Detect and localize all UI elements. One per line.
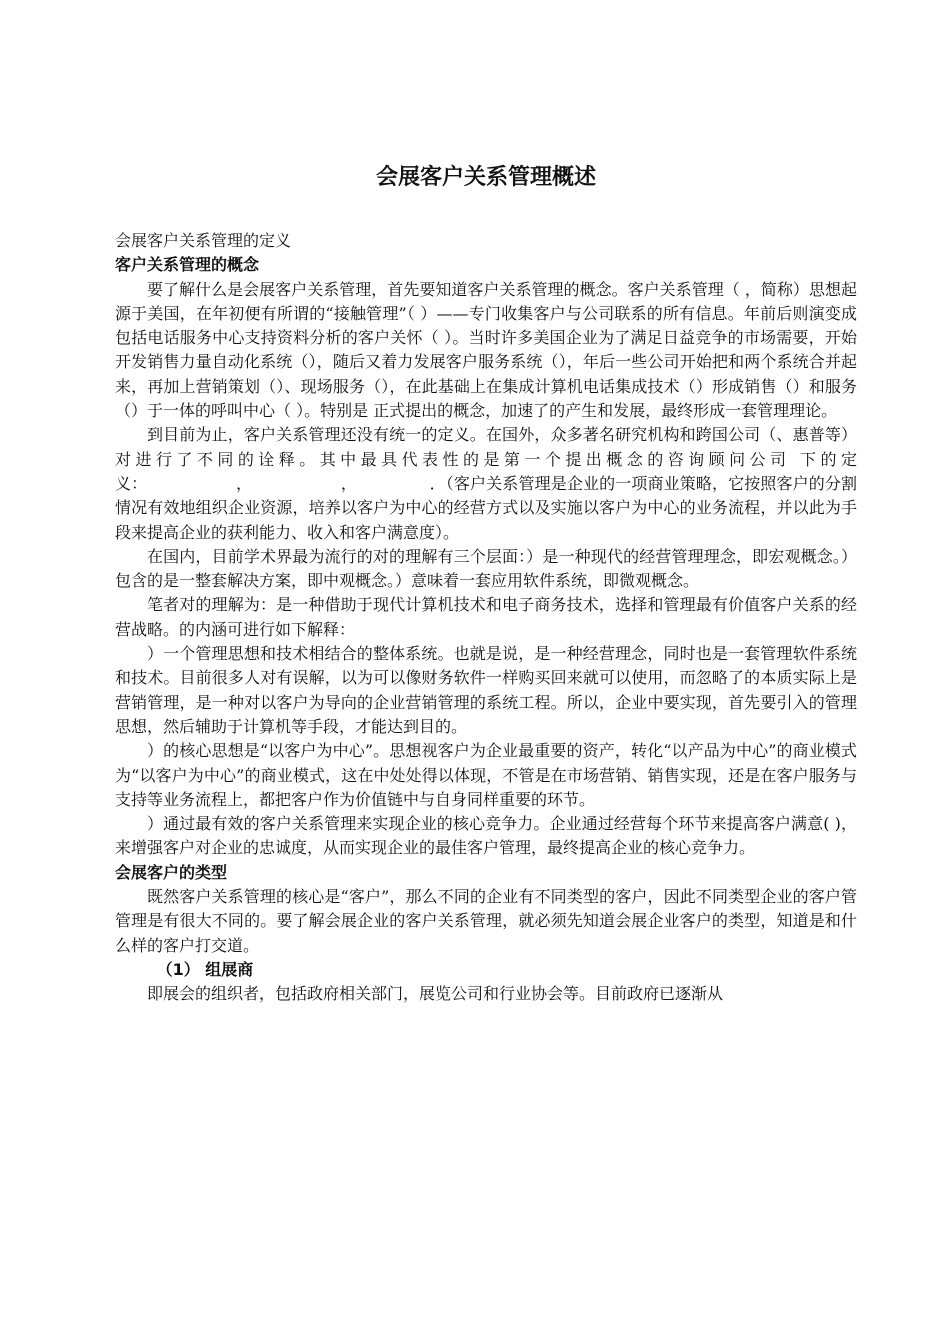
paragraph: 要了解什么是会展客户关系管理，首先要知道客户关系管理的概念。客户关系管理（ ，简称）思想起源于美国，在年初便有所谓的“接触管理”（ ）——专门收集客户与公司联系的所有信息。年前后则演变成包括电话服务中心支持资料分析的客户关怀（ ）。当时许多美国企业为了满足日益竞争的市场需要，开始开发销售力量自动化系统（），随后又着力发展客户服务系统（），年后一些公司开始把和两个系统合并起来，再加上营销策划（）、现场服务（），在此基础上在集成计算机电话集成技术（）形成销售（）和服务（）于一体的呼叫中心（ ）。特别是 正式提出的概念，加速了的产生和发展，最终形成一套管理理论。	[115, 279, 857, 421]
paragraph: 即展会的组织者，包括政府相关部门，展览公司和行业协会等。目前政府已逐渐从	[147, 984, 724, 1004]
subheading-organizer: （1） 组展商	[156, 959, 254, 979]
heading-customer-types: 会展客户的类型	[115, 862, 228, 882]
paragraph: 笔者对的理解为：是一种借助于现代计算机技术和电子商务技术，选择和管理最有价值客户关系的经营战略。的内涵可进行如下解释：	[115, 595, 857, 639]
paragraph: ）一个管理思想和技术相结合的整体系统。也就是说，是一种经营理念，同时也是一套管理软件系统和技术。目前很多人对有误解，以为可以像财务软件一样购买回来就可以使用，而忽略了的本质实际上是营销管理，是一种对以客户为导向的企业营销管理的系统工程。所以，企业中要实现，首先要引入的管理思想，然后辅助于计算机等手段，才能达到目的。	[115, 644, 857, 736]
section-title: 会展客户关系管理的定义	[115, 231, 292, 250]
paragraph: 到目前为止，客户关系管理还没有统一的定义。在国外，众多著名研究机构和跨国公司（、惠普等）对进行了不同的诠释。其中最具代表性的是第一个提出概念的咨询顾问公司 下的定义： ， ， ．（客户关系管理是企业的一项商业策略，它按照客户的分割情况有效地组织企业资源，培养以客户为中心的经营方式以及实施以客户为中心的业务流程，并以此为手段来提高企业的获利能力、收入和客户满意度）。	[115, 425, 857, 542]
paragraph: ）通过最有效的客户关系管理来实现企业的核心竞争力。企业通过经营每个环节来提高客户满意( )，来增强客户对企业的忠诚度，从而实现企业的最佳客户管理，最终提高企业的核心竞争力。	[115, 814, 857, 858]
paragraph: ）的核心思想是“以客户为中心”。思想视客户为企业最重要的资产，转化“以产品为中心”的商业模式为“以客户为中心”的商业模式，这在中处处得以体现，不管是在市场营销、销售实现，还是在客户服务与支持等业务流程上，都把客户作为价值链中与自身同样重要的环节。	[115, 741, 857, 809]
document-body	[115, 229, 857, 1007]
paragraph: 在国内，目前学术界最为流行的对的理解有三个层面：）是一种现代的经营管理理念，即宏观概念。）包含的是一整套解决方案，即中观概念。）意味着一套应用软件系统，即微观概念。	[115, 546, 857, 591]
document-title: 会展客户关系管理概述	[375, 165, 596, 190]
paragraph: 既然客户关系管理的核心是“客户”，那么不同的企业有不同类型的客户，因此不同类型企业的客户管管理是有很大不同的。要了解会展企业的客户关系管理，就必须先知道会展企业客户的类型，知道是和什么样的客户打交道。	[115, 887, 857, 955]
heading-crm-concept: 客户关系管理的概念	[115, 255, 260, 275]
